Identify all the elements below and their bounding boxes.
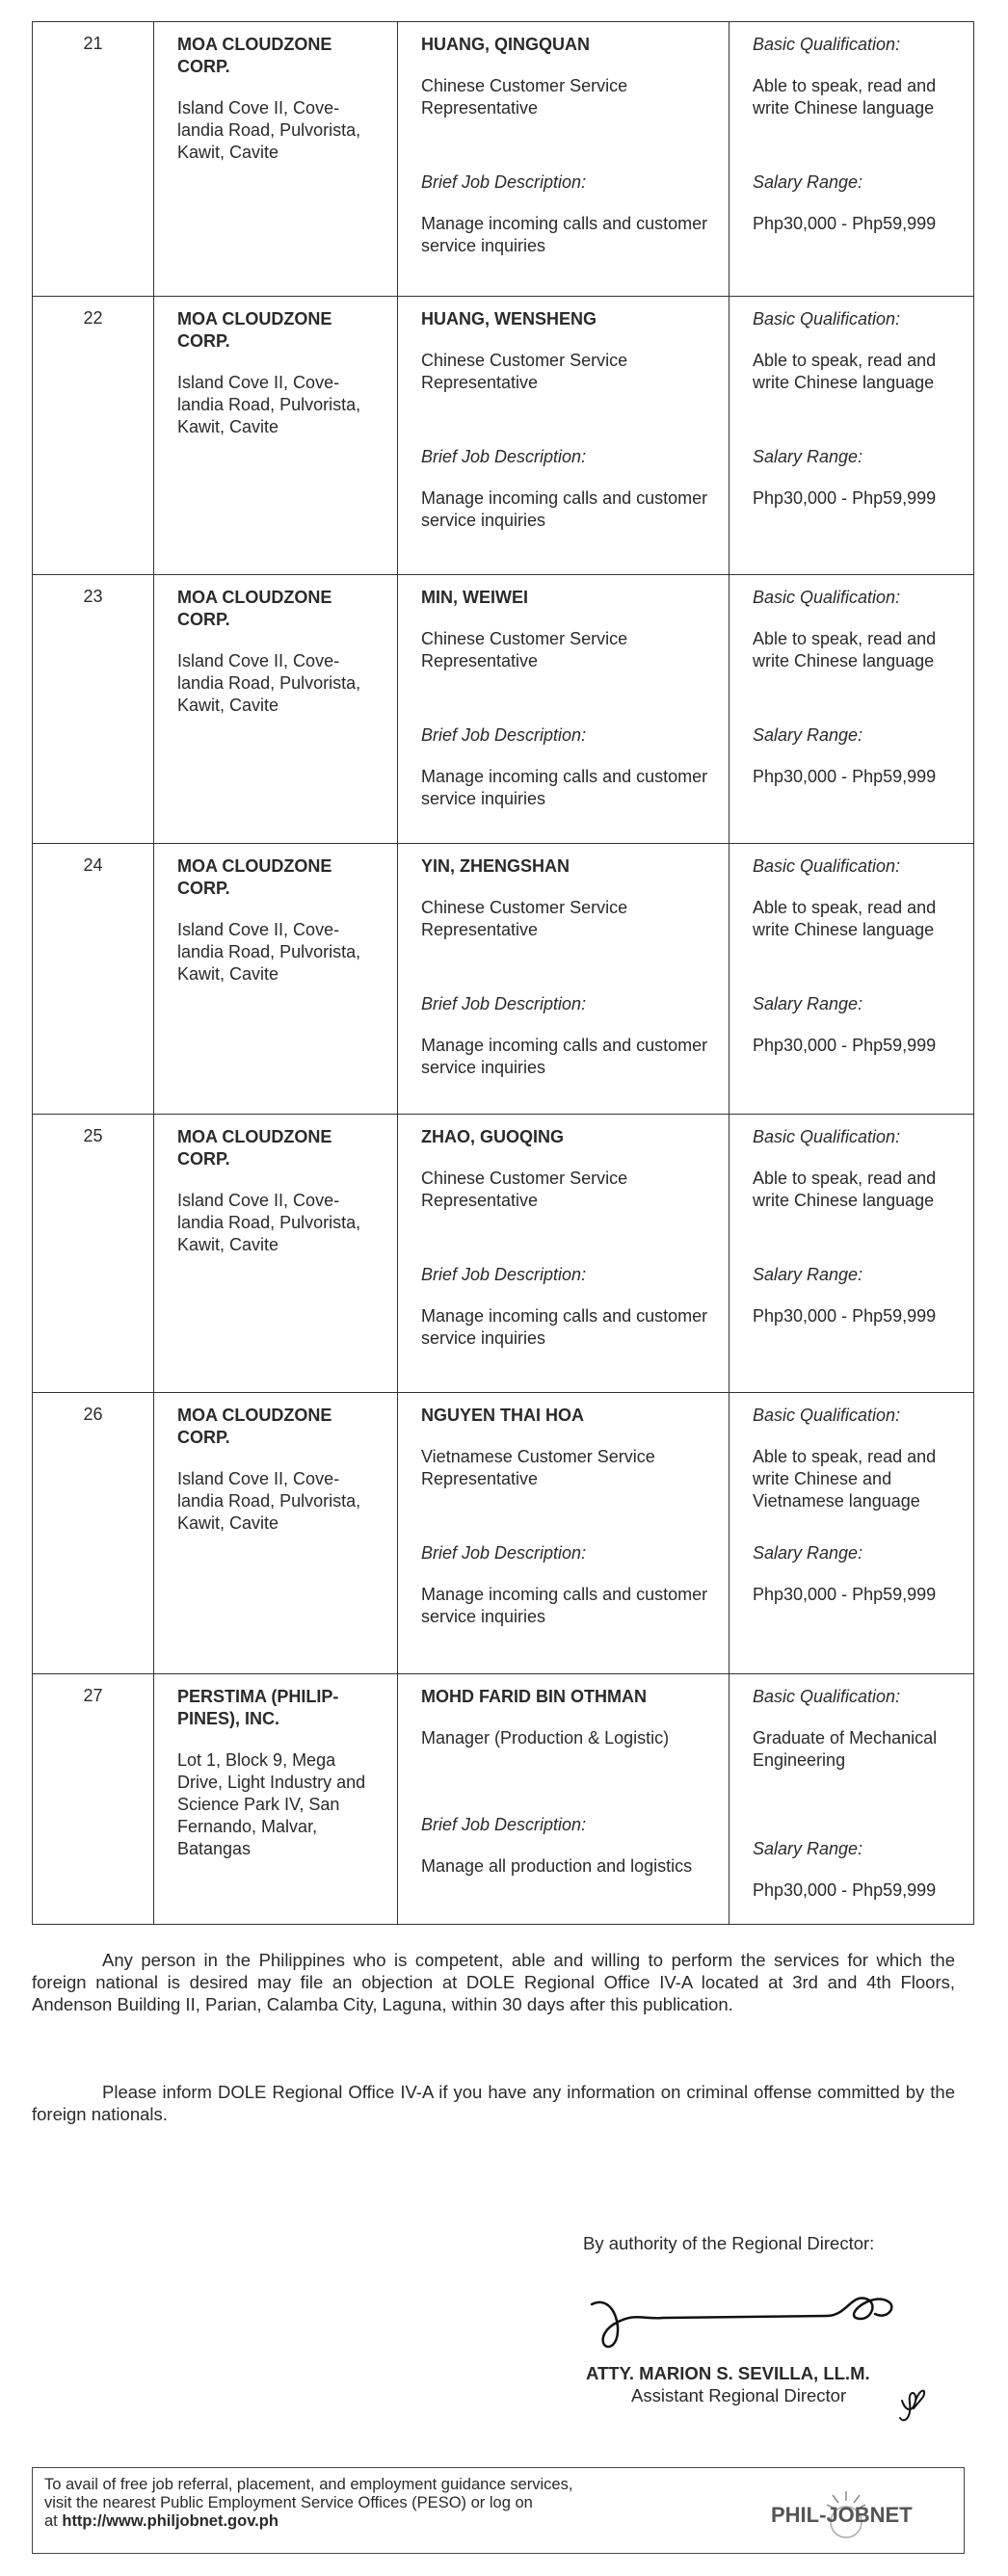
foreign-national-name: HUANG, WENSHENG: [421, 309, 597, 329]
job-description: Manage incoming calls and customer service inquiries: [421, 1306, 708, 1348]
qualification-cell: [729, 297, 973, 574]
qualification: Graduate of Mechanical Engineering: [753, 1728, 938, 1770]
row-number: [33, 575, 154, 843]
qualification-cell: [729, 1115, 973, 1392]
philjobnet-logo: [771, 2487, 935, 2541]
job-description: Manage incoming calls and customer service inquiries: [421, 214, 708, 255]
qualification-label: Basic Qualification:: [753, 856, 901, 876]
job-description: Manage all production and logistics: [421, 1856, 693, 1876]
footer-line-3: [44, 2512, 738, 2531]
foreign-national-cell: [398, 1393, 729, 1673]
foreign-national-name: HUANG, QINGQUAN: [421, 35, 590, 54]
position-title: Vietnamese Customer Service Representative: [421, 1447, 655, 1488]
salary-range: Php30,000 - Php59,999: [753, 1036, 937, 1055]
foreign-national-name: ZHAO, GUOQING: [421, 1127, 564, 1146]
employer-name: MOA CLOUDZONE CORP.: [177, 856, 332, 898]
employer-name: PERSTIMA (PHILIP-PINES), INC.: [177, 1687, 339, 1728]
employer-name: MOA CLOUDZONE CORP.: [177, 309, 332, 351]
qualification-label: Basic Qualification:: [753, 309, 901, 329]
initial-mark: [894, 2379, 933, 2426]
job-description-block: [421, 1542, 717, 1628]
salary-label: Salary Range:: [753, 1265, 863, 1284]
row-number: [33, 1115, 154, 1392]
position-title: Chinese Customer Service Representative: [421, 1169, 628, 1210]
salary-block: [753, 446, 962, 510]
qualification: Able to speak, read and write Chinese language: [753, 629, 937, 670]
qualification: Able to speak, read and write Chinese language: [753, 351, 937, 392]
employer-address: Island Cove II, Cove-landia Road, Pulvorista, Kawit, Cavite: [177, 98, 361, 162]
salary-label: Salary Range:: [753, 172, 863, 192]
qualification: Able to speak, read and write Chinese language: [753, 898, 937, 939]
row-number: [33, 297, 154, 574]
job-description-block: [421, 171, 717, 257]
employer-cell: [154, 844, 398, 1114]
qualification: Able to speak, read and write Chinese language: [753, 1169, 937, 1210]
employer-address: Island Cove II, Cove-landia Road, Pulvorista, Kawit, Cavite: [177, 373, 361, 436]
foreign-national-name: MOHD FARID BIN OTHMAN: [421, 1687, 647, 1706]
job-description-label: Brief Job Description:: [421, 1265, 587, 1284]
foreign-national-name: NGUYEN THAI HOA: [421, 1406, 585, 1425]
qualification-label: Basic Qualification:: [753, 1127, 901, 1146]
foreign-national-name: YIN, ZHENGSHAN: [421, 856, 570, 876]
salary-range: Php30,000 - Php59,999: [753, 1585, 937, 1604]
table-row: [33, 844, 973, 1115]
job-description-label: Brief Job Description:: [421, 447, 587, 466]
qualification-label: Basic Qualification:: [753, 588, 901, 607]
employer-cell: [154, 297, 398, 574]
salary-label: Salary Range:: [753, 1839, 863, 1858]
row-number-text: 26: [83, 1405, 103, 1424]
qualification-cell: [729, 22, 973, 296]
qualification-cell: [729, 575, 973, 843]
job-description-label: Brief Job Description:: [421, 994, 587, 1013]
employer-cell: [154, 1393, 398, 1673]
footer-line-1: To avail of free job referral, placement, and employment guidance services,: [44, 2476, 573, 2493]
inform-paragraph: Please inform DOLE Regional Office IV-A if you have any information on criminal offense committed by the foreign nationals.: [32, 2082, 955, 2124]
footer-box: [32, 2467, 965, 2554]
job-description-label: Brief Job Description:: [421, 1543, 587, 1563]
salary-label: Salary Range:: [753, 447, 863, 466]
employer-address: Island Cove II, Cove-landia Road, Pulvorista, Kawit, Cavite: [177, 920, 361, 984]
salary-range: Php30,000 - Php59,999: [753, 1306, 937, 1326]
salary-block: [753, 1542, 962, 1606]
employer-name: MOA CLOUDZONE CORP.: [177, 35, 332, 76]
employer-cell: [154, 22, 398, 296]
footer-line-3-prefix: at: [44, 2512, 63, 2530]
applicants-table: [32, 21, 974, 1925]
row-number-text: 25: [83, 1126, 103, 1145]
position-title: Chinese Customer Service Representative: [421, 629, 628, 670]
job-description: Manage incoming calls and customer service inquiries: [421, 1585, 708, 1626]
table-row: [33, 22, 973, 297]
salary-block: [753, 993, 962, 1057]
table-row: [33, 1393, 973, 1674]
position-title: Chinese Customer Service Representative: [421, 76, 628, 118]
row-number-text: 22: [83, 308, 103, 328]
salary-range: Php30,000 - Php59,999: [753, 214, 937, 233]
employer-cell: [154, 575, 398, 843]
salary-label: Salary Range:: [753, 994, 863, 1013]
job-description: Manage incoming calls and customer service inquiries: [421, 1036, 708, 1077]
row-number: [33, 844, 154, 1114]
philjobnet-url[interactable]: http://www.philjobnet.gov.ph: [62, 2512, 279, 2530]
salary-block: [753, 1264, 962, 1327]
foreign-national-cell: [398, 575, 729, 843]
foreign-national-name: MIN, WEIWEI: [421, 588, 528, 607]
logo-text: PHIL-JOBNET: [771, 2503, 913, 2527]
row-number-text: 24: [83, 855, 103, 875]
signer-name: ATTY. MARION S. SEVILLA, LL.M.: [586, 2363, 870, 2383]
job-description-label: Brief Job Description:: [421, 725, 587, 745]
foreign-national-cell: [398, 1115, 729, 1392]
qualification-cell: [729, 844, 973, 1114]
job-description-block: [421, 446, 717, 532]
objection-paragraph: Any person in the Philippines who is competent, able and willing to perform the services for which the foreign national is desired may file an objection at DOLE Regional Office IV-A located at 3rd and 4th Floors, Andenson Building II, Parian, Calamba City, Laguna, within 30 days after this publication.: [32, 1950, 955, 2014]
position-title: Chinese Customer Service Representative: [421, 351, 628, 392]
salary-range: Php30,000 - Php59,999: [753, 1880, 937, 1900]
foreign-national-cell: [398, 1674, 729, 1924]
employer-address: Island Cove II, Cove-landia Road, Pulvorista, Kawit, Cavite: [177, 651, 361, 715]
foreign-national-cell: [398, 22, 729, 296]
employer-name: MOA CLOUDZONE CORP.: [177, 1406, 332, 1447]
authority-line: By authority of the Regional Director:: [583, 2233, 875, 2253]
job-description-label: Brief Job Description:: [421, 172, 587, 192]
employer-address: Lot 1, Block 9, Mega Drive, Light Industry and Science Park IV, San Fernando, Malvar, Batangas: [177, 1750, 366, 1858]
salary-block: [753, 171, 962, 235]
salary-range: Php30,000 - Php59,999: [753, 767, 937, 786]
salary-block: [753, 1838, 962, 1902]
table-row: [33, 1674, 973, 1925]
qualification: Able to speak, read and write Chinese and Vietnamese language: [753, 1447, 937, 1511]
employer-name: MOA CLOUDZONE CORP.: [177, 1127, 332, 1169]
employer-cell: [154, 1115, 398, 1392]
job-description-block: [421, 1814, 717, 1878]
qualification-cell: [729, 1674, 973, 1924]
signer-title: Assistant Regional Director: [631, 2385, 847, 2405]
salary-label: Salary Range:: [753, 725, 863, 745]
salary-label: Salary Range:: [753, 1543, 863, 1563]
job-description-label: Brief Job Description:: [421, 1815, 587, 1834]
qualification-label: Basic Qualification:: [753, 1406, 901, 1425]
row-number: [33, 1393, 154, 1673]
signature-image: [586, 2285, 904, 2354]
employer-name: MOA CLOUDZONE CORP.: [177, 588, 332, 629]
row-number: [33, 22, 154, 296]
qualification: Able to speak, read and write Chinese language: [753, 76, 937, 118]
foreign-national-cell: [398, 844, 729, 1114]
qualification-cell: [729, 1393, 973, 1673]
row-number: [33, 1674, 154, 1924]
footer-text: [44, 2476, 738, 2531]
job-description-block: [421, 993, 717, 1079]
table-row: [33, 575, 973, 844]
qualification-label: Basic Qualification:: [753, 1687, 901, 1706]
row-number-text: 27: [83, 1686, 103, 1705]
qualification-label: Basic Qualification:: [753, 35, 901, 54]
job-description-block: [421, 724, 717, 810]
employer-address: Island Cove II, Cove-landia Road, Pulvorista, Kawit, Cavite: [177, 1469, 361, 1533]
salary-block: [753, 724, 962, 788]
position-title: Chinese Customer Service Representative: [421, 898, 628, 939]
row-number-text: 21: [83, 34, 103, 53]
table-row: [33, 297, 973, 575]
table-row: [33, 1115, 973, 1393]
employer-cell: [154, 1674, 398, 1924]
employer-address: Island Cove II, Cove-landia Road, Pulvorista, Kawit, Cavite: [177, 1191, 361, 1254]
row-number-text: 23: [83, 587, 103, 606]
position-title: Manager (Production & Logistic): [421, 1728, 670, 1748]
foreign-national-cell: [398, 297, 729, 574]
job-description-block: [421, 1264, 717, 1350]
job-description: Manage incoming calls and customer service inquiries: [421, 767, 708, 808]
salary-range: Php30,000 - Php59,999: [753, 488, 937, 508]
footer-line-2: visit the nearest Public Employment Service Offices (PESO) or log on: [44, 2494, 533, 2511]
job-description: Manage incoming calls and customer service inquiries: [421, 488, 708, 530]
